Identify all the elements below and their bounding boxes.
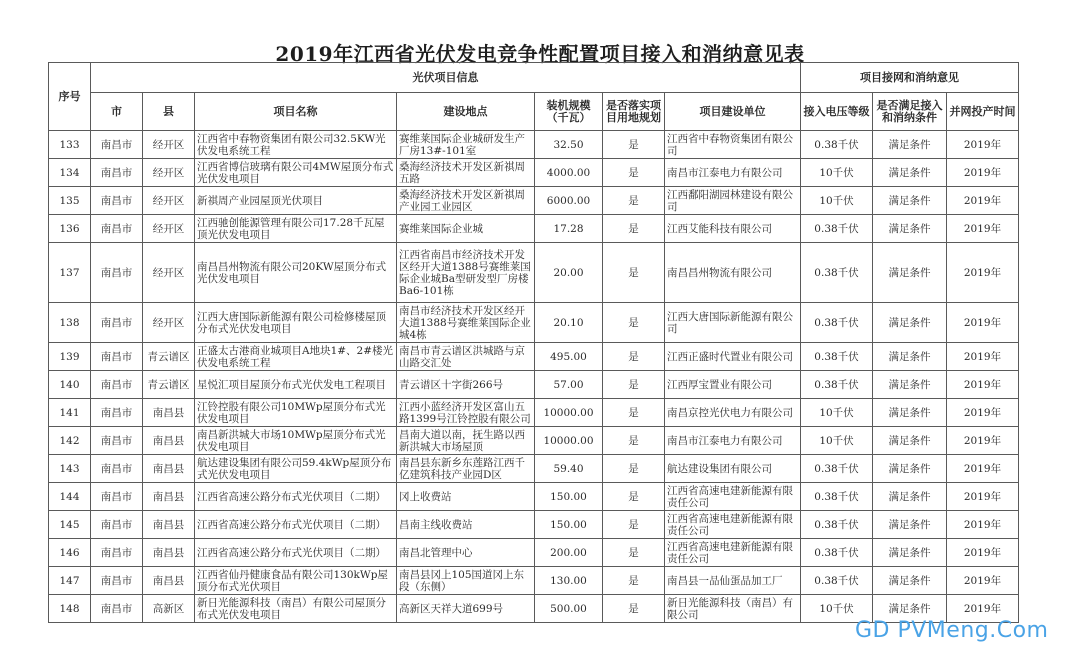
county-cell: 南昌县 (143, 399, 195, 427)
city-cell: 南昌市 (91, 131, 143, 159)
grid-year-cell: 2019年 (947, 399, 1019, 427)
voltage-cell: 0.38千伏 (801, 343, 873, 371)
capacity-cell: 20.10 (535, 303, 603, 343)
project-name-cell: 南昌昌州物流有限公司20KW屋顶分布式光伏发电项目 (195, 243, 397, 303)
voltage-cell: 10千伏 (801, 595, 873, 623)
meets-cell: 满足条件 (873, 483, 947, 511)
table-row (49, 399, 1019, 427)
city-cell: 南昌市 (91, 539, 143, 567)
header-county: 县 (143, 93, 195, 131)
project-name-cell: 正盛太古港商业城项目A地块1#、2#楼光伏发电系统工程 (195, 343, 397, 371)
seq-cell: 143 (49, 455, 91, 483)
grid-year-cell: 2019年 (947, 131, 1019, 159)
header-seq: 序号 (49, 63, 91, 131)
location-cell: 南昌市青云谱区洪城路与京山路交汇处 (397, 343, 535, 371)
build-unit-cell: 航达建设集团有限公司 (665, 455, 801, 483)
voltage-cell: 10千伏 (801, 159, 873, 187)
table-row (49, 567, 1019, 595)
county-cell: 经开区 (143, 159, 195, 187)
build-unit-cell: 江西省中春物资集团有限公司 (665, 131, 801, 159)
build-unit-cell: 新日光能源科技（南昌）有限公司 (665, 595, 801, 623)
county-cell: 经开区 (143, 243, 195, 303)
meets-cell: 满足条件 (873, 455, 947, 483)
table-row (49, 159, 1019, 187)
build-unit-cell: 江西艾能科技有限公司 (665, 215, 801, 243)
table-row (49, 215, 1019, 243)
voltage-cell: 0.38千伏 (801, 483, 873, 511)
county-cell: 经开区 (143, 303, 195, 343)
project-name-cell: 航达建设集团有限公司59.4kWp屋顶分布式光伏发电项目 (195, 455, 397, 483)
location-cell: 南昌县冈上105国道冈上东段（东侧） (397, 567, 535, 595)
capacity-cell: 20.00 (535, 243, 603, 303)
location-cell: 赛维莱国际企业城研发生产厂房13#-101室 (397, 131, 535, 159)
grid-year-cell: 2019年 (947, 243, 1019, 303)
seq-cell: 140 (49, 371, 91, 399)
meets-cell: 满足条件 (873, 595, 947, 623)
location-cell: 桑海经济技术开发区新祺周产业园工业园区 (397, 187, 535, 215)
capacity-cell: 150.00 (535, 511, 603, 539)
grid-year-cell: 2019年 (947, 427, 1019, 455)
meets-cell: 满足条件 (873, 511, 947, 539)
voltage-cell: 0.38千伏 (801, 371, 873, 399)
table-row (49, 455, 1019, 483)
county-cell: 经开区 (143, 131, 195, 159)
capacity-cell: 10000.00 (535, 427, 603, 455)
capacity-cell: 4000.00 (535, 159, 603, 187)
location-cell: 昌南大道以南，抚生路以西新洪城大市场屋顶 (397, 427, 535, 455)
project-name-cell: 新日光能源科技（南昌）有限公司屋顶分布式光伏发电项目 (195, 595, 397, 623)
grid-year-cell: 2019年 (947, 215, 1019, 243)
land-plan-cell: 是 (603, 343, 665, 371)
header-land-plan: 是否落实项目用地规划 (603, 93, 665, 131)
land-plan-cell: 是 (603, 159, 665, 187)
land-plan-cell: 是 (603, 215, 665, 243)
capacity-cell: 10000.00 (535, 399, 603, 427)
land-plan-cell: 是 (603, 455, 665, 483)
grid-year-cell: 2019年 (947, 303, 1019, 343)
grid-year-cell: 2019年 (947, 187, 1019, 215)
meets-cell: 满足条件 (873, 187, 947, 215)
grid-year-cell: 2019年 (947, 483, 1019, 511)
voltage-cell: 0.38千伏 (801, 539, 873, 567)
table-row (49, 343, 1019, 371)
project-name-cell: 江西省博信玻璃有限公司4MW屋顶分布式光伏发电项目 (195, 159, 397, 187)
seq-cell: 145 (49, 511, 91, 539)
meets-cell: 满足条件 (873, 243, 947, 303)
project-name-cell: 江西省高速公路分布式光伏项目（二期） (195, 539, 397, 567)
seq-cell: 133 (49, 131, 91, 159)
seq-cell: 142 (49, 427, 91, 455)
table-row (49, 483, 1019, 511)
grid-year-cell: 2019年 (947, 343, 1019, 371)
location-cell: 昌南主线收费站 (397, 511, 535, 539)
city-cell: 南昌市 (91, 159, 143, 187)
land-plan-cell: 是 (603, 539, 665, 567)
city-cell: 南昌市 (91, 455, 143, 483)
seq-cell: 137 (49, 243, 91, 303)
land-plan-cell: 是 (603, 399, 665, 427)
project-name-cell: 南昌新洪城大市场10MWp屋顶分布式光伏发电项目 (195, 427, 397, 455)
header-city: 市 (91, 93, 143, 131)
project-name-cell: 江西省仙丹健康食品有限公司130kWp屋顶分布式光伏项目 (195, 567, 397, 595)
project-name-cell: 江西省高速公路分布式光伏项目（二期） (195, 511, 397, 539)
voltage-cell: 0.38千伏 (801, 303, 873, 343)
city-cell: 南昌市 (91, 567, 143, 595)
meets-cell: 满足条件 (873, 343, 947, 371)
build-unit-cell: 南昌昌州物流有限公司 (665, 243, 801, 303)
location-cell: 南昌北管理中心 (397, 539, 535, 567)
location-cell: 赛维莱国际企业城 (397, 215, 535, 243)
county-cell: 南昌县 (143, 427, 195, 455)
seq-cell: 136 (49, 215, 91, 243)
land-plan-cell: 是 (603, 187, 665, 215)
project-table (48, 62, 1019, 623)
capacity-cell: 57.00 (535, 371, 603, 399)
location-cell: 南昌县东新乡东莲路江西千亿建筑科技产业园D区 (397, 455, 535, 483)
location-cell: 南昌市经济技术开发区经开大道1388号赛维莱国际企业城4栋 (397, 303, 535, 343)
land-plan-cell: 是 (603, 595, 665, 623)
header-group-pv-info: 光伏项目信息 (91, 63, 801, 93)
meets-cell: 满足条件 (873, 215, 947, 243)
voltage-cell: 0.38千伏 (801, 511, 873, 539)
capacity-cell: 495.00 (535, 343, 603, 371)
capacity-cell: 17.28 (535, 215, 603, 243)
seq-cell: 139 (49, 343, 91, 371)
table-row (49, 539, 1019, 567)
project-name-cell: 江西省高速公路分布式光伏项目（二期） (195, 483, 397, 511)
seq-cell: 141 (49, 399, 91, 427)
land-plan-cell: 是 (603, 567, 665, 595)
seq-cell: 134 (49, 159, 91, 187)
table-row (49, 303, 1019, 343)
location-cell: 冈上收费站 (397, 483, 535, 511)
voltage-cell: 0.38千伏 (801, 567, 873, 595)
city-cell: 南昌市 (91, 427, 143, 455)
county-cell: 南昌县 (143, 455, 195, 483)
grid-year-cell: 2019年 (947, 539, 1019, 567)
build-unit-cell: 江西鄱阳湖园林建设有限公司 (665, 187, 801, 215)
county-cell: 青云谱区 (143, 343, 195, 371)
header-build-unit: 项目建设单位 (665, 93, 801, 131)
table-row (49, 511, 1019, 539)
city-cell: 南昌市 (91, 511, 143, 539)
project-name-cell: 江西驰创能源管理有限公司17.28千瓦屋顶光伏发电项目 (195, 215, 397, 243)
header-capacity: 装机规模（千瓦） (535, 93, 603, 131)
meets-cell: 满足条件 (873, 303, 947, 343)
voltage-cell: 0.38千伏 (801, 215, 873, 243)
grid-year-cell: 2019年 (947, 159, 1019, 187)
build-unit-cell: 南昌市江泰电力有限公司 (665, 427, 801, 455)
header-project-name: 项目名称 (195, 93, 397, 131)
project-name-cell: 江铃控股有限公司10MWp屋顶分布式光伏发电项目 (195, 399, 397, 427)
seq-cell: 148 (49, 595, 91, 623)
capacity-cell: 130.00 (535, 567, 603, 595)
capacity-cell: 6000.00 (535, 187, 603, 215)
voltage-cell: 10千伏 (801, 187, 873, 215)
capacity-cell: 500.00 (535, 595, 603, 623)
county-cell: 高新区 (143, 595, 195, 623)
header-grid-year: 并网投产时间 (947, 93, 1019, 131)
meets-cell: 满足条件 (873, 131, 947, 159)
meets-cell: 满足条件 (873, 427, 947, 455)
header-location: 建设地点 (397, 93, 535, 131)
capacity-cell: 200.00 (535, 539, 603, 567)
capacity-cell: 150.00 (535, 483, 603, 511)
project-name-cell: 新祺周产业园屋顶光伏项目 (195, 187, 397, 215)
meets-cell: 满足条件 (873, 159, 947, 187)
voltage-cell: 10千伏 (801, 399, 873, 427)
table-row (49, 243, 1019, 303)
project-name-cell: 星悦汇项目屋顶分布式光伏发电工程项目 (195, 371, 397, 399)
location-cell: 桑海经济技术开发区新祺周五路 (397, 159, 535, 187)
city-cell: 南昌市 (91, 483, 143, 511)
grid-year-cell: 2019年 (947, 455, 1019, 483)
county-cell: 南昌县 (143, 511, 195, 539)
voltage-cell: 0.38千伏 (801, 243, 873, 303)
table-row (49, 131, 1019, 159)
project-name-cell: 江西大唐国际新能源有限公司检修楼屋顶分布式光伏发电项目 (195, 303, 397, 343)
build-unit-cell: 江西正盛时代置业有限公司 (665, 343, 801, 371)
grid-year-cell: 2019年 (947, 567, 1019, 595)
voltage-cell: 0.38千伏 (801, 455, 873, 483)
land-plan-cell: 是 (603, 243, 665, 303)
land-plan-cell: 是 (603, 511, 665, 539)
build-unit-cell: 江西大唐国际新能源有限公司 (665, 303, 801, 343)
meets-cell: 满足条件 (873, 567, 947, 595)
build-unit-cell: 江西省高速电建新能源有限责任公司 (665, 483, 801, 511)
grid-year-cell: 2019年 (947, 511, 1019, 539)
meets-cell: 满足条件 (873, 371, 947, 399)
location-cell: 高新区天祥大道699号 (397, 595, 535, 623)
county-cell: 南昌县 (143, 483, 195, 511)
grid-year-cell: 2019年 (947, 595, 1019, 623)
project-name-cell: 江西省中春物资集团有限公司32.5KW光伏发电系统工程 (195, 131, 397, 159)
land-plan-cell: 是 (603, 483, 665, 511)
location-cell: 江西省南昌市经济技术开发区经开大道1388号赛维莱国际企业城Ba型研发型厂房楼Ba6-101栋 (397, 243, 535, 303)
land-plan-cell: 是 (603, 371, 665, 399)
meets-cell: 满足条件 (873, 539, 947, 567)
document-title: 2019年江西省光伏发电竞争性配置项目接入和消纳意见表 (275, 42, 805, 66)
build-unit-cell: 南昌京控光伏电力有限公司 (665, 399, 801, 427)
county-cell: 南昌县 (143, 539, 195, 567)
voltage-cell: 10千伏 (801, 427, 873, 455)
voltage-cell: 0.38千伏 (801, 131, 873, 159)
seq-cell: 144 (49, 483, 91, 511)
county-cell: 经开区 (143, 187, 195, 215)
city-cell: 南昌市 (91, 343, 143, 371)
city-cell: 南昌市 (91, 243, 143, 303)
capacity-cell: 59.40 (535, 455, 603, 483)
meets-cell: 满足条件 (873, 399, 947, 427)
seq-cell: 135 (49, 187, 91, 215)
city-cell: 南昌市 (91, 399, 143, 427)
seq-cell: 147 (49, 567, 91, 595)
county-cell: 经开区 (143, 215, 195, 243)
build-unit-cell: 江西省高速电建新能源有限责任公司 (665, 539, 801, 567)
grid-year-cell: 2019年 (947, 371, 1019, 399)
capacity-cell: 32.50 (535, 131, 603, 159)
header-group-grid-opinion: 项目接网和消纳意见 (801, 63, 1019, 93)
land-plan-cell: 是 (603, 131, 665, 159)
header-meets-conditions: 是否满足接入和消纳条件 (873, 93, 947, 131)
watermark-text: GD PVMeng.Com (855, 618, 1049, 643)
land-plan-cell: 是 (603, 303, 665, 343)
build-unit-cell: 南昌县一品仙蛋品加工厂 (665, 567, 801, 595)
city-cell: 南昌市 (91, 303, 143, 343)
table-row (49, 371, 1019, 399)
city-cell: 南昌市 (91, 595, 143, 623)
header-voltage: 接入电压等级 (801, 93, 873, 131)
county-cell: 青云谱区 (143, 371, 195, 399)
table-row (49, 187, 1019, 215)
build-unit-cell: 南昌市江泰电力有限公司 (665, 159, 801, 187)
seq-cell: 146 (49, 539, 91, 567)
city-cell: 南昌市 (91, 215, 143, 243)
location-cell: 江西小蓝经济开发区富山五路1399号江铃控股有限公司 (397, 399, 535, 427)
city-cell: 南昌市 (91, 187, 143, 215)
build-unit-cell: 江西省高速电建新能源有限责任公司 (665, 511, 801, 539)
build-unit-cell: 江西厚宝置业有限公司 (665, 371, 801, 399)
table-row (49, 427, 1019, 455)
seq-cell: 138 (49, 303, 91, 343)
county-cell: 南昌县 (143, 567, 195, 595)
location-cell: 青云谱区十字街266号 (397, 371, 535, 399)
land-plan-cell: 是 (603, 427, 665, 455)
city-cell: 南昌市 (91, 371, 143, 399)
